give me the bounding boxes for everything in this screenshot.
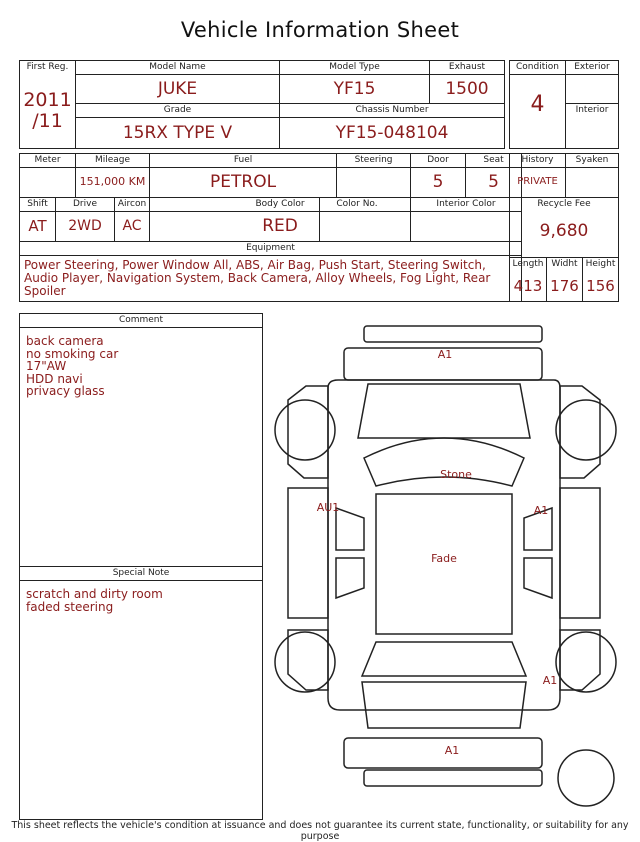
mark-left-side: AU1 (316, 501, 340, 514)
footer-disclaimer: This sheet reflects the vehicle's condition at issuance and does not guarantee its current state, functionality, or suitability for any purpose (11, 820, 629, 842)
car-diagram (268, 318, 620, 818)
door-value: 5 (432, 172, 444, 192)
width-value: 176 (550, 277, 579, 295)
mark-front-bumper: A1 (437, 348, 453, 361)
seat-label: Seat (466, 154, 521, 168)
height-value: 156 (586, 277, 615, 295)
drive-label: Drive (56, 198, 114, 212)
body-color-label: Body Color (150, 198, 410, 212)
shift-value: AT (28, 217, 47, 235)
recycle-fee-value: 9,680 (539, 221, 589, 241)
first-reg-cell (20, 61, 76, 149)
recycle-fee-label: Recycle Fee (537, 199, 591, 209)
condition-table (509, 60, 619, 149)
fuel-label: Fuel (150, 154, 336, 168)
mark-right-rear: A1 (542, 674, 558, 687)
width-label: Widht (551, 259, 578, 269)
sheet-title: Vehicle Information Sheet (180, 18, 460, 42)
comment-line: 17"AW (26, 359, 67, 373)
equipment-label: Equipment (20, 242, 521, 256)
grade-value: 15RX TYPE V (122, 123, 233, 143)
mark-right-front: A1 (533, 504, 549, 517)
exterior-label: Exterior (566, 61, 618, 75)
fuel-value: PETROL (210, 172, 277, 192)
first-reg-year: 2011 (23, 89, 72, 111)
seat-value: 5 (488, 172, 499, 192)
model-type-label: Model Type (280, 61, 429, 75)
comment-line: HDD navi (26, 371, 83, 386)
equipment-value: Power Steering, Power Window All, ABS, Air Bag, Push Start, Steering Switch, Audio Player, Navigation System, Back Camera, Alloy Wheels, Fog Light, Rear Spoiler (24, 258, 491, 298)
comment-line: privacy glass (26, 384, 105, 398)
grade-label: Grade (76, 104, 279, 118)
comment-line: no smoking car (26, 346, 119, 361)
special-note-label: Special Note (20, 567, 262, 581)
color-no-label: Color No. (320, 198, 394, 212)
steering-label: Steering (337, 154, 410, 168)
exhaust-value: 1500 (445, 79, 489, 99)
comment-line: back camera (26, 334, 104, 348)
body-color-value: RED (262, 216, 298, 236)
first-reg-month: /11 (32, 110, 63, 132)
mark-rear-bumper: A1 (444, 744, 460, 757)
syaken-label: Syaken (566, 154, 618, 168)
condition-value: 4 (530, 92, 545, 117)
info-table-middle (19, 153, 522, 302)
length-value: 413 (513, 277, 543, 295)
interior-color-label: Interior Color (411, 198, 521, 212)
comment-label: Comment (20, 314, 262, 328)
history-table (509, 153, 619, 258)
aircon-label: Aircon (115, 198, 149, 212)
dimensions-table (509, 257, 619, 302)
condition-label: Condition (510, 61, 565, 75)
door-label: Door (411, 154, 465, 168)
model-type-value: YF15 (333, 79, 376, 99)
comment-box (19, 313, 263, 820)
mark-roof: Fade (431, 552, 457, 565)
info-table-top (19, 60, 505, 149)
chassis-value: YF15-048104 (335, 123, 449, 143)
mileage-label: Mileage (76, 154, 149, 168)
exhaust-label: Exhaust (430, 61, 504, 75)
length-label: Length (512, 259, 544, 269)
model-name-label: Model Name (76, 61, 279, 75)
drive-value: 2WD (68, 218, 102, 234)
model-name-value: JUKE (157, 79, 198, 99)
history-label: History (510, 154, 565, 168)
aircon-value: AC (122, 218, 142, 234)
color-no-cell (319, 198, 394, 242)
height-label: Height (585, 259, 616, 269)
special-note-line: scratch and dirty room (26, 587, 163, 601)
meter-label: Meter (20, 154, 75, 168)
interior-label: Interior (575, 105, 609, 115)
special-note-section (20, 566, 262, 620)
mileage-value: 151,000 KM (79, 175, 146, 188)
shift-label: Shift (20, 198, 55, 212)
mark-hood: Stone (440, 468, 472, 481)
comment-list (20, 328, 262, 405)
special-note-list (20, 581, 262, 620)
history-value: PRIVATE (517, 176, 558, 187)
chassis-label: Chassis Number (280, 104, 504, 118)
first-reg-label: First Reg. (26, 62, 69, 72)
special-note-line: faded steering (26, 599, 114, 614)
